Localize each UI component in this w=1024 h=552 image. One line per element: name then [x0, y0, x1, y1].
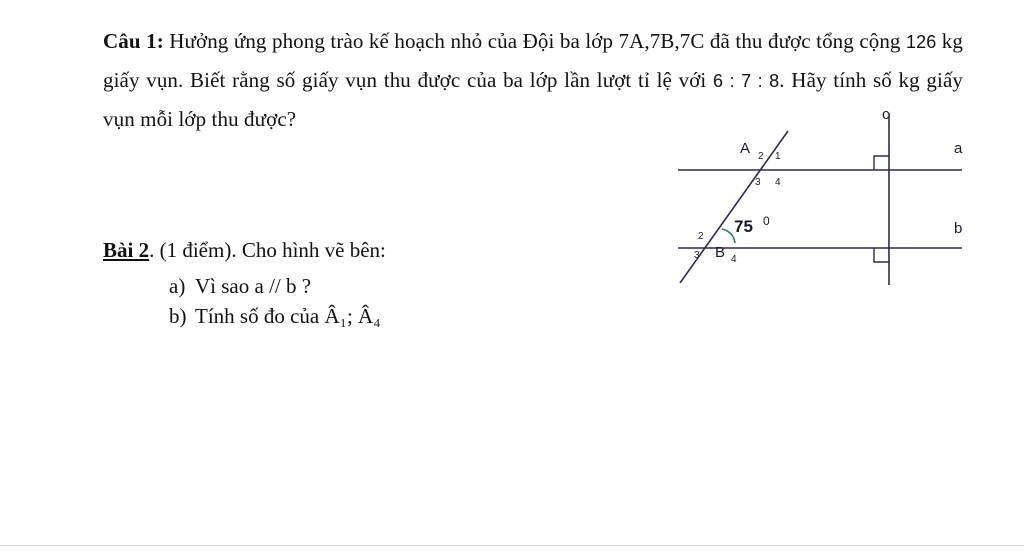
label-degree-symbol: 0	[763, 214, 770, 228]
geometry-figure	[660, 105, 990, 305]
question-1-label: Câu 1:	[103, 29, 164, 53]
label-line-c: c	[882, 106, 890, 123]
geometry-figure-svg	[660, 105, 990, 305]
label-A-angle-3: 3	[755, 177, 761, 188]
list-item	[169, 301, 703, 331]
list-item	[169, 271, 703, 301]
label-A-angle-2: 2	[758, 151, 764, 162]
label-A-angle-1: 1	[775, 151, 781, 162]
label-angle-value: 75	[734, 217, 753, 236]
question-1-value-total: 126	[905, 32, 937, 52]
question-2-items	[169, 271, 703, 331]
question-2-block	[103, 235, 703, 331]
item-text: Vì sao a // b ?	[195, 274, 312, 298]
question-2-label: Bài 2	[103, 238, 150, 262]
label-point-A: A	[740, 140, 751, 157]
item-marker: b)	[169, 304, 187, 328]
label-line-b: b	[954, 220, 963, 237]
question-1-text-part3: . Hãy tính số kg giấy vụn mỗi lớp thu được?	[103, 68, 963, 131]
question-1-text-part1: Hưởng ứng phong trào kế hoạch nhỏ của Đội ba lớp 7A,7B,7C đã thu được tổng cộng	[163, 29, 906, 53]
question-2-heading	[103, 235, 703, 265]
right-angle-mark-b	[874, 248, 889, 262]
question-1-value-ratio: 6 : 7 : 8	[713, 71, 780, 91]
label-B-angle-4: 4	[731, 254, 737, 265]
page-bottom-divider	[0, 545, 1024, 546]
label-B-angle-2: 2	[698, 231, 704, 242]
label-line-a: a	[954, 140, 963, 157]
right-angle-mark-a	[874, 156, 889, 170]
label-B-angle-3: 3	[694, 250, 700, 261]
item-marker: a)	[169, 274, 186, 298]
question-1-text-part2: kg giấy vụn. Biết rằng số giấy vụn thu được của ba lớp lần lượt tỉ lệ với	[103, 29, 963, 92]
label-point-B: B	[715, 244, 726, 261]
item-text: Tính số đo của Â₁; Â₄	[195, 304, 381, 328]
question-2-points: . (1 điểm). Cho hình vẽ bên:	[149, 238, 386, 262]
label-A-angle-4: 4	[775, 177, 781, 188]
